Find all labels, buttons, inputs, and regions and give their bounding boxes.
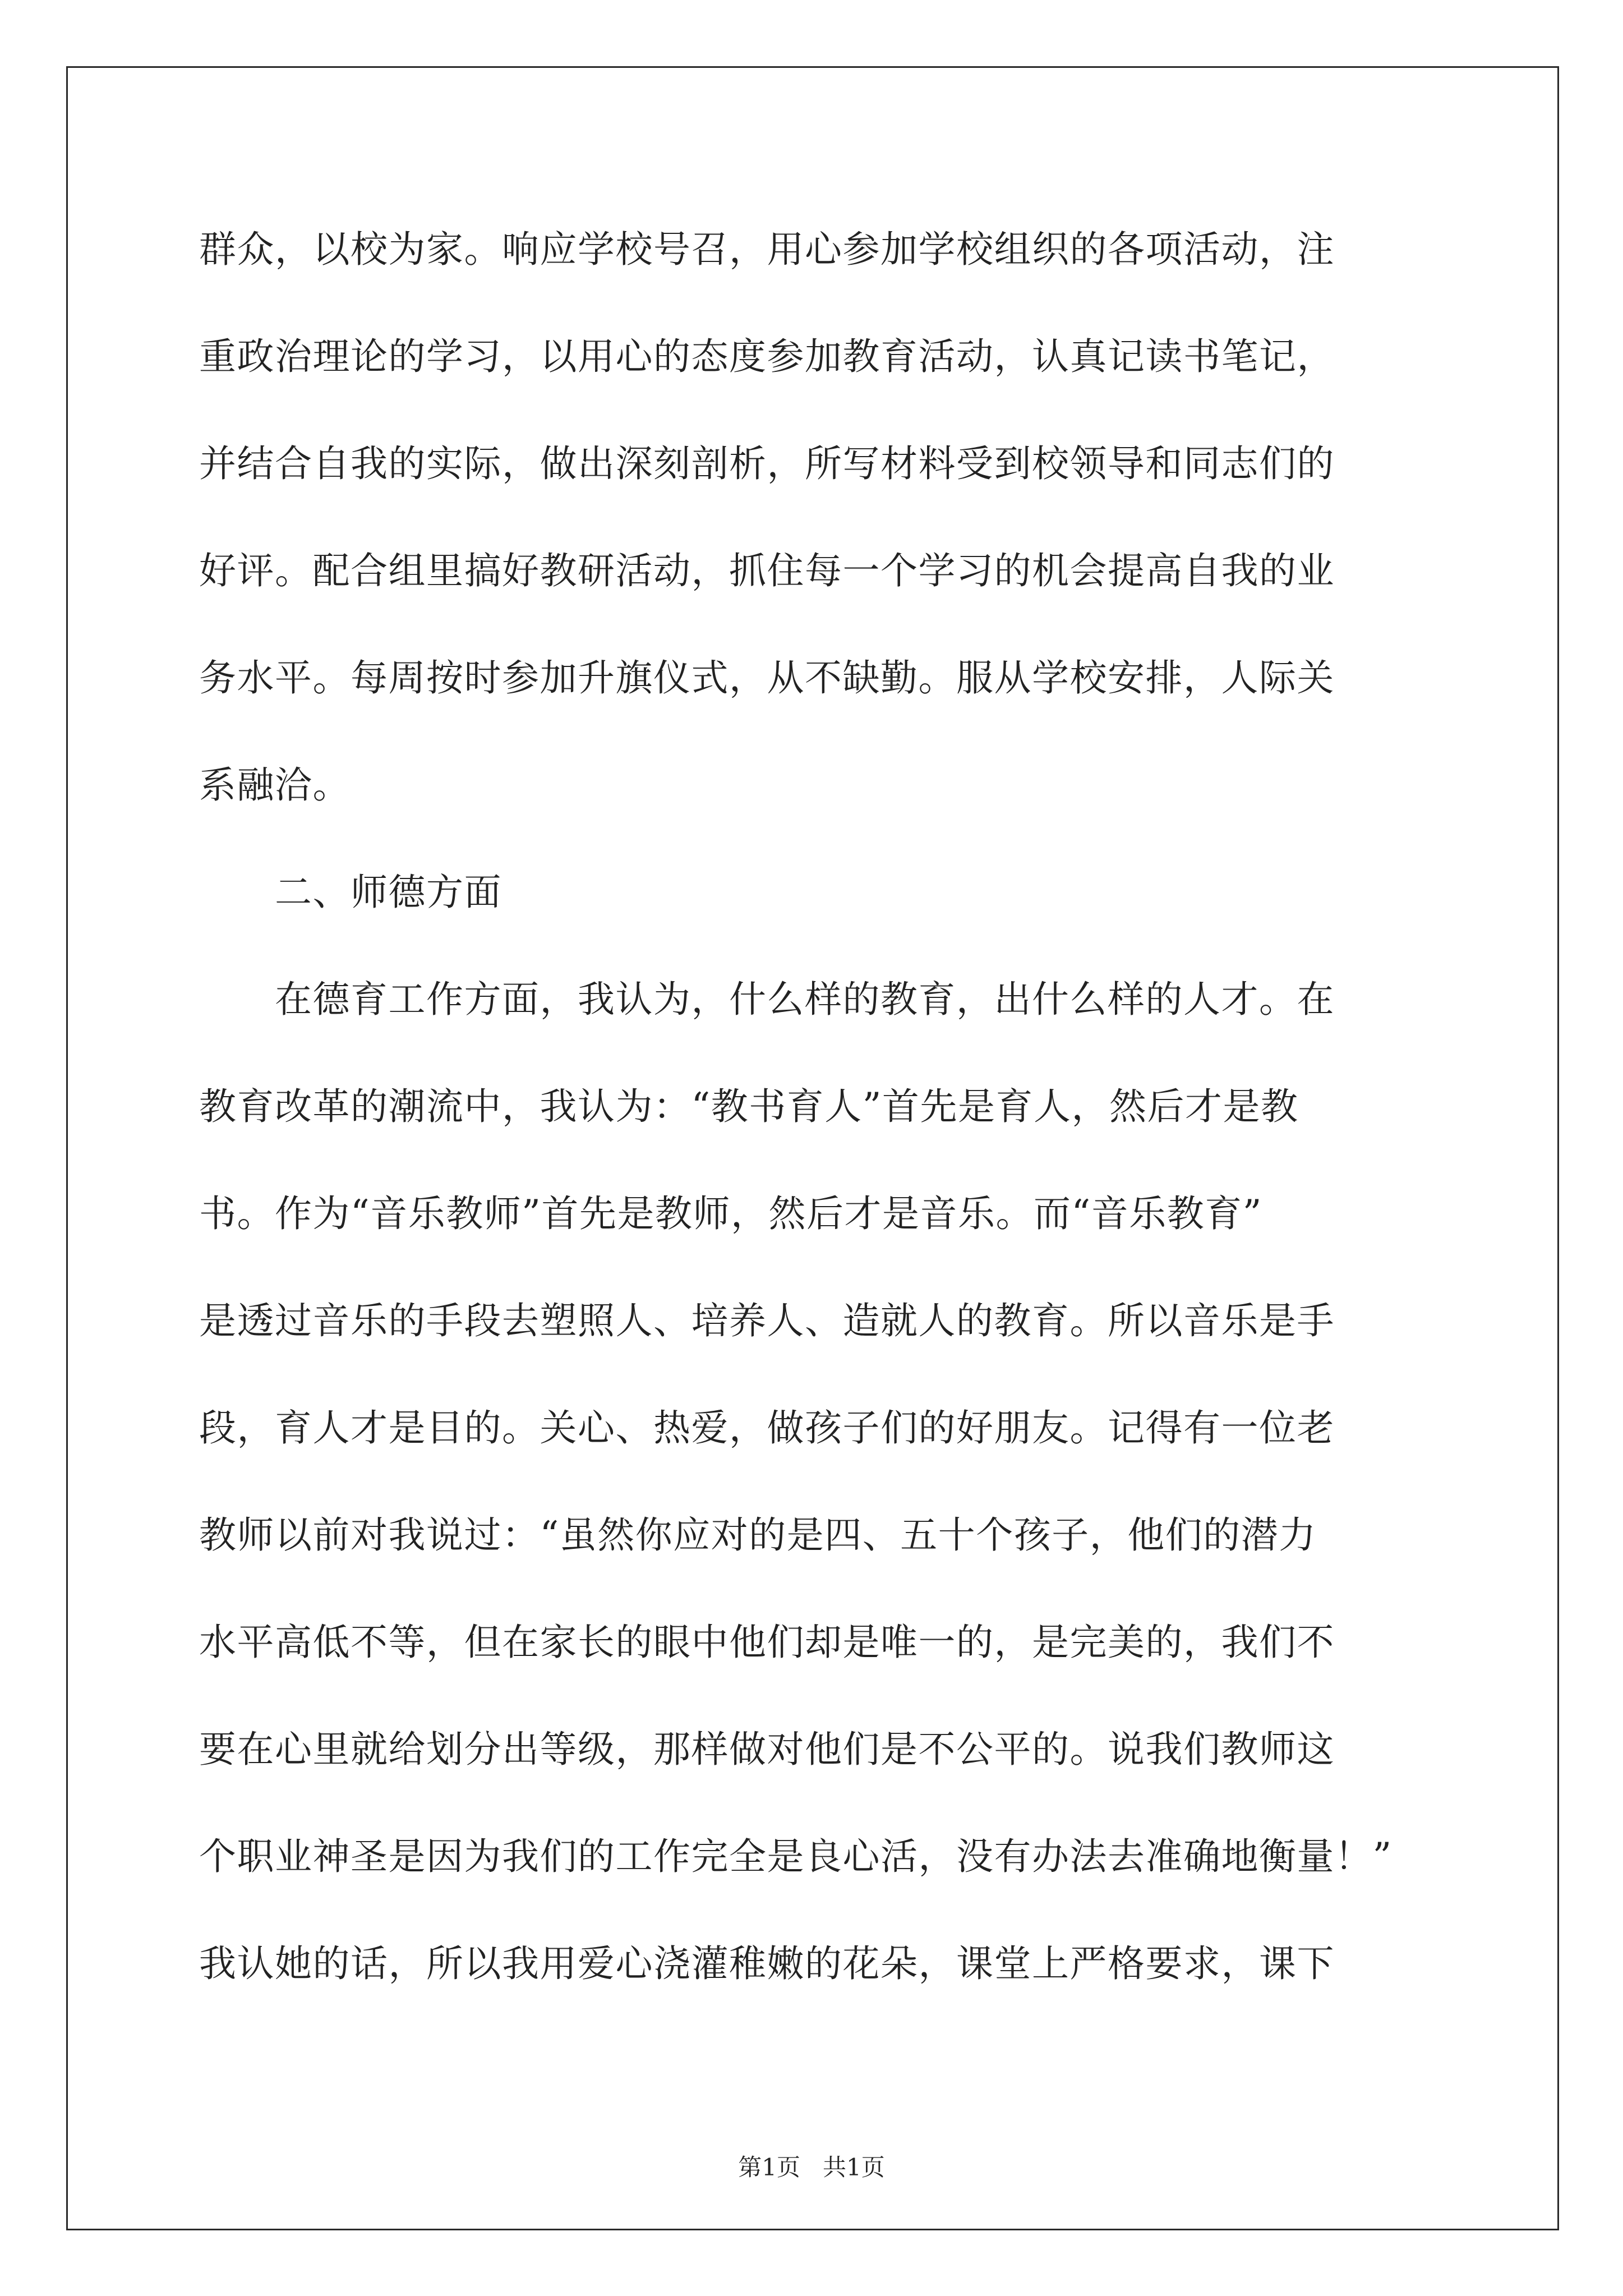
text-line: 在德育工作方面，我认为，什么样的教育，出什么样的人才。在 <box>199 978 1335 1021</box>
text-line: 要在心里就给划分出等级，那样做对他们是不公平的。说我们教师这 <box>199 1728 1335 1771</box>
text-line: 好评。配合组里搞好教研活动，抓住每一个学习的机会提高自我的业 <box>199 549 1335 592</box>
section-heading: 二、师德方面 <box>199 871 502 914</box>
total-pages: 共1页 <box>823 2154 885 2181</box>
text-line: 水平高低不等，但在家长的眼中他们却是唯一的，是完美的，我们不 <box>199 1621 1335 1664</box>
document-body <box>199 216 1433 2037</box>
text-line: 我认她的话，所以我用爱心浇灌稚嫩的花朵，课堂上严格要求，课下 <box>199 1942 1335 1985</box>
text-line: 系融洽。 <box>199 763 351 807</box>
text-line: 务水平。每周按时参加升旗仪式，从不缺勤。服从学校安排，人际关 <box>199 656 1335 700</box>
text-line: 教育改革的潮流中，我认为：“教书育人”首先是育人，然后才是教 <box>199 1085 1299 1128</box>
text-line: 教师以前对我说过：“虽然你应对的是四、五十个孩子，他们的潜力 <box>199 1513 1317 1557</box>
footer-spacer <box>800 2154 823 2181</box>
text-line: 群众，以校为家。响应学校号召，用心参加学校组织的各项活动，注 <box>199 228 1335 271</box>
page-number: 第1页 <box>738 2154 800 2181</box>
text-line: 个职业神圣是因为我们的工作完全是良心活，没有办法去准确地衡量！” <box>199 1835 1393 1878</box>
text-line: 是透过音乐的手段去塑照人、培养人、造就人的教育。所以音乐是手 <box>199 1299 1335 1342</box>
text-line: 并结合自我的实际，做出深刻剖析，所写材料受到校领导和同志们的 <box>199 442 1335 485</box>
text-line: 重政治理论的学习，以用心的态度参加教育活动，认真记读书笔记， <box>199 335 1335 378</box>
text-line: 段，育人才是目的。关心、热爱，做孩子们的好朋友。记得有一位老 <box>199 1406 1335 1450</box>
text-line: 书。作为“音乐教师”首先是教师，然后才是音乐。而“音乐教育” <box>199 1192 1262 1235</box>
page-footer <box>0 2151 1623 2184</box>
